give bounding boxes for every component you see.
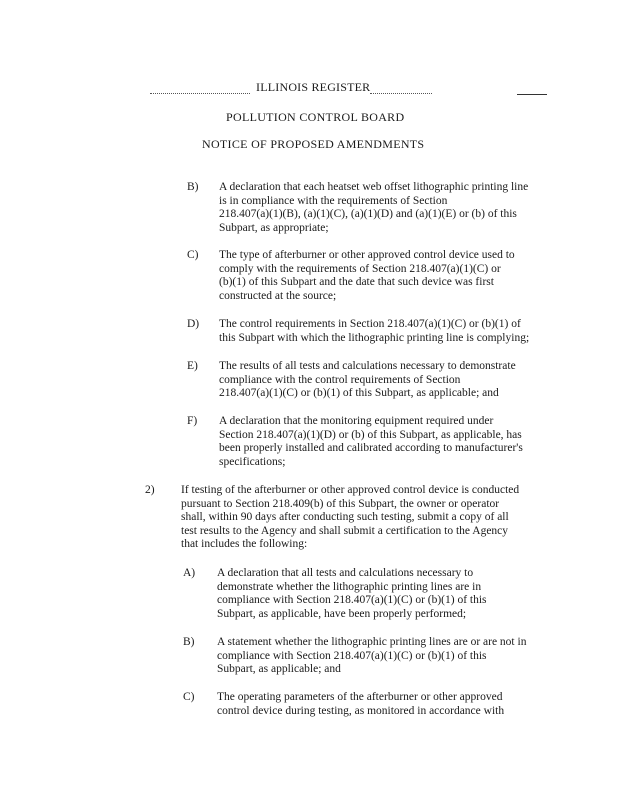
- item-line: The operating parameters of the afterburner or other approved: [217, 691, 503, 703]
- item-line: Section 218.407(a)(1)(D) or (b) of this Subpart, as applicable, has: [219, 428, 522, 441]
- item-line: A declaration that all tests and calculations necessary to: [217, 567, 474, 579]
- item-line: The results of all tests and calculations necessary to demonstrate: [219, 360, 516, 372]
- item-line: been properly installed and calibrated according to manufacturer's: [219, 442, 523, 455]
- item-line: test results to the Agency and shall submit a certification to the Agency: [181, 524, 509, 537]
- item-line: If testing of the afterburner or other approved control device is conducted: [181, 484, 520, 496]
- item-line: A declaration that each heatset web offset lithographic printing line: [219, 181, 529, 193]
- item-text: [217, 636, 526, 677]
- item-line: specifications;: [219, 455, 286, 468]
- item-line: constructed at the source;: [219, 289, 337, 302]
- notice-title: NOTICE OF PROPOSED AMENDMENTS: [202, 137, 425, 151]
- header-dotted-rule-right: [370, 93, 432, 94]
- item-line: A declaration that the monitoring equipment required under: [219, 415, 494, 427]
- item-line: shall, within 90 days after conducting such testing, submit a copy of all: [181, 511, 509, 524]
- item-line: 218.407(a)(1)(C) or (b)(1) of this Subpart, as applicable; and: [219, 387, 499, 400]
- item-label: C): [183, 691, 195, 703]
- header-dotted-rule-left: [150, 93, 250, 94]
- item-label: 2): [145, 484, 155, 496]
- item-line: (b)(1) of this Subpart and the date that such device was first: [219, 276, 494, 289]
- item-line: is in compliance with the requirements of Section: [219, 194, 448, 207]
- item-label: C): [187, 249, 199, 261]
- item-label: B): [187, 181, 199, 193]
- item-label: F): [187, 415, 198, 427]
- item-line: that includes the following:: [181, 538, 308, 551]
- item-label: A): [183, 567, 196, 579]
- item-line: 218.407(a)(1)(B), (a)(1)(C), (a)(1)(D) and (a)(1)(E) or (b) of this: [219, 208, 517, 221]
- item-line: pursuant to Section 218.409(b) of this Subpart, the owner or operator: [181, 497, 500, 510]
- item-label: D): [187, 318, 200, 330]
- board-name: POLLUTION CONTROL BOARD: [226, 110, 405, 124]
- item-line: Subpart, as appropriate;: [219, 221, 329, 234]
- item-line: comply with the requirements of Section 218.407(a)(1)(C) or: [219, 262, 501, 275]
- item-line: Subpart, as applicable; and: [217, 663, 341, 676]
- item-line: Subpart, as applicable, have been properly performed;: [217, 607, 467, 620]
- item-text: [219, 249, 515, 303]
- item-text: [219, 318, 529, 345]
- item-text: [217, 691, 504, 718]
- item-label: B): [183, 636, 195, 648]
- item-text: [219, 415, 523, 469]
- item-line: A statement whether the lithographic printing lines are or are not in: [217, 636, 527, 648]
- item-text: [181, 484, 519, 552]
- item-line: compliance with Section 218.407(a)(1)(C) or (b)(1) of this: [217, 649, 487, 662]
- item-label: E): [187, 360, 198, 372]
- item-line: The type of afterburner or other approved control device used to: [219, 249, 515, 261]
- item-line: control device during testing, as monitored in accordance with: [217, 704, 505, 717]
- item-line: this Subpart with which the lithographic printing line is complying;: [219, 331, 530, 344]
- item-line: demonstrate whether the lithographic printing lines are in: [217, 580, 482, 593]
- item-text: [217, 567, 487, 621]
- register-title: ILLINOIS REGISTER: [256, 80, 371, 94]
- header-solid-rule: [517, 94, 547, 95]
- item-text: [219, 181, 528, 235]
- item-text: [219, 360, 516, 401]
- item-line: compliance with the control requirements of Section: [219, 373, 461, 386]
- item-line: The control requirements in Section 218.407(a)(1)(C) or (b)(1) of: [219, 318, 521, 330]
- item-line: compliance with Section 218.407(a)(1)(C) or (b)(1) of this: [217, 594, 487, 607]
